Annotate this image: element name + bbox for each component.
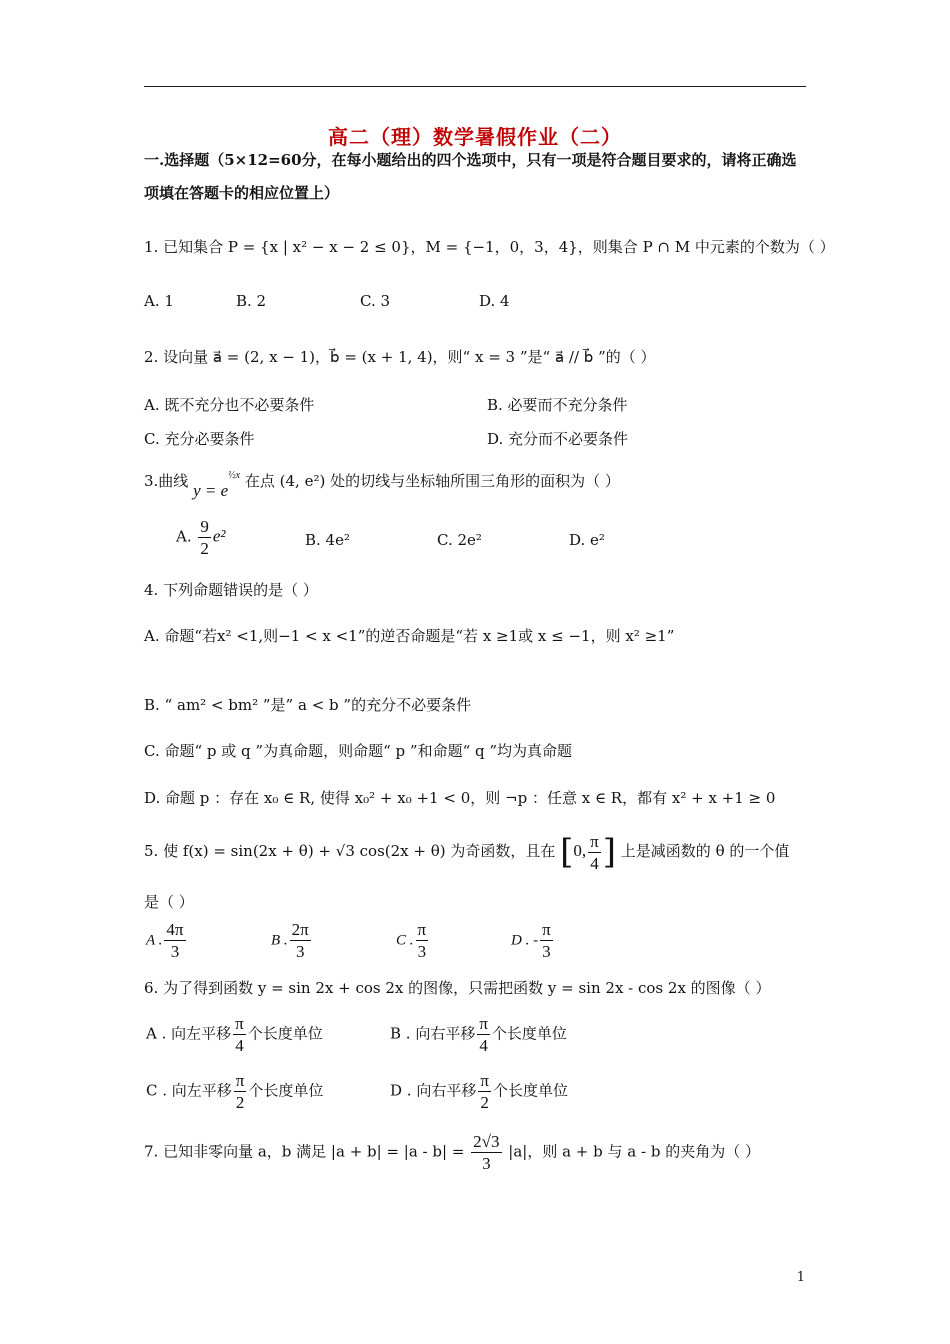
left-bracket: [ bbox=[560, 832, 574, 872]
page-number: 1 bbox=[796, 1270, 805, 1285]
q4-option-b: B. “ am² < bm² ”是” a < b ”的充分不必要条件 bbox=[144, 696, 472, 714]
fraction-denominator: 4 bbox=[590, 853, 599, 873]
option-label: B . bbox=[271, 932, 288, 949]
q6-option-a bbox=[146, 1015, 323, 1054]
q5-option-a bbox=[146, 921, 188, 960]
right-bracket: ] bbox=[602, 832, 617, 872]
option-fraction bbox=[540, 921, 553, 960]
q3-prefix: 3.曲线 bbox=[144, 472, 194, 490]
q5-option-d bbox=[511, 921, 555, 960]
question-2-stem: 2. 设向量 a⃗ = (2, x − 1)，b⃗ = (x + 1, 4)，则“ x = 3 ”是“ a⃗ // b⃗ ”的（ ） bbox=[144, 348, 656, 366]
option-tail: 个长度单位 bbox=[248, 1081, 324, 1100]
fraction-denominator: 3 bbox=[170, 942, 180, 961]
option-label: D . 向右平移 bbox=[390, 1081, 477, 1100]
q3-option-a bbox=[176, 518, 226, 557]
option-label: C . bbox=[396, 932, 414, 949]
option-fraction bbox=[233, 1015, 246, 1054]
fraction-denominator: 2 bbox=[480, 1093, 489, 1112]
header-rule bbox=[144, 86, 806, 87]
fraction-numerator: π bbox=[235, 1071, 245, 1090]
option-fraction bbox=[416, 921, 429, 960]
q3-option-c: C. 2e² bbox=[437, 531, 482, 549]
q2-option-d: D. 充分而不必要条件 bbox=[487, 430, 629, 448]
q3-option-a-tail: e² bbox=[212, 526, 226, 546]
fraction-numerator: 9 bbox=[200, 517, 209, 536]
q1-option-d: D. 4 bbox=[479, 292, 510, 310]
fraction-numerator: π bbox=[417, 920, 427, 939]
option-fraction bbox=[234, 1072, 247, 1111]
fraction-numerator: 2π bbox=[291, 920, 309, 939]
q3-suffix: 在点 (4, e²) 处的切线与坐标轴所围三角形的面积为（ ） bbox=[240, 472, 620, 490]
fraction-numerator: π bbox=[479, 1014, 488, 1033]
option-label: B . 向右平移 bbox=[390, 1024, 476, 1043]
question-6-stem: 6. 为了得到函数 y = sin 2x + cos 2x 的图像，只需把函数 y = sin 2x - cos 2x 的图像（ ） bbox=[144, 979, 771, 997]
q1-option-b: B. 2 bbox=[236, 292, 267, 310]
q1-option-c: C. 3 bbox=[360, 292, 391, 310]
fraction-numerator: π bbox=[590, 831, 599, 851]
q2-option-b: B. 必要而不充分条件 bbox=[487, 396, 628, 414]
option-tail: 个长度单位 bbox=[491, 1024, 567, 1043]
section-heading: 一.选择题（5×12=60分，在每小题给出的四个选项中，只有一项是符合题目要求的，请将正确选项填在答题卡的相应位置上） bbox=[144, 151, 797, 202]
fraction-denominator: 4 bbox=[479, 1036, 488, 1055]
fraction-numerator: 4π bbox=[166, 920, 184, 939]
fraction-denominator: 3 bbox=[295, 942, 305, 961]
option-fraction bbox=[477, 1015, 490, 1054]
q5-interval-fraction bbox=[588, 833, 601, 872]
fraction-denominator: 2 bbox=[235, 1093, 245, 1112]
q5-interval-left: 0, bbox=[573, 841, 587, 860]
fraction-numerator: π bbox=[235, 1014, 244, 1033]
option-fraction bbox=[290, 921, 311, 960]
question-1-stem: 1. 已知集合 P = {x | x² − x − 2 ≤ 0}，M = {−1，0，3，4}，则集合 P ∩ M 中元素的个数为（ ） bbox=[144, 238, 835, 256]
q3-option-d: D. e² bbox=[569, 531, 605, 549]
option-label: D . - bbox=[511, 932, 539, 949]
option-label: A . 向左平移 bbox=[146, 1024, 232, 1043]
question-4-stem: 4. 下列命题错误的是（ ） bbox=[144, 581, 318, 599]
q3-function: y = e bbox=[193, 481, 229, 500]
question-3-stem bbox=[144, 470, 620, 500]
q5-stem-b: 上是减函数的 θ 的一个值 bbox=[616, 842, 790, 860]
fraction-numerator: π bbox=[542, 920, 551, 939]
q5-option-b bbox=[271, 921, 313, 960]
q5-stem-a: 5. 使 f(x) = sin(2x + θ) + √3 cos(2x + θ) 为奇函数，且在 bbox=[144, 842, 561, 860]
question-5-stem bbox=[144, 832, 789, 872]
q5-option-c bbox=[396, 921, 430, 960]
q4-option-d: D. 命题 p ：存在 x₀ ∈ R, 使得 x₀² + x₀ +1 < 0，则 ¬p ：任意 x ∈ R，都有 x² + x +1 ≥ 0 bbox=[144, 789, 776, 807]
option-tail: 个长度单位 bbox=[247, 1024, 323, 1043]
fraction-numerator: π bbox=[480, 1071, 489, 1090]
q6-option-d bbox=[390, 1072, 568, 1111]
page-title: 高二（理）数学暑假作业（二） bbox=[328, 125, 622, 149]
fraction-denominator: 2 bbox=[200, 539, 209, 558]
fraction-denominator: 3 bbox=[482, 1154, 491, 1173]
fraction-denominator: 4 bbox=[235, 1036, 244, 1055]
q7-fraction bbox=[471, 1133, 501, 1172]
question-7-stem bbox=[144, 1133, 760, 1172]
q2-option-a: A. 既不充分也不必要条件 bbox=[144, 396, 315, 414]
q3-option-b: B. 4e² bbox=[305, 531, 350, 549]
option-label: A . bbox=[146, 932, 163, 949]
q4-option-c: C. 命题“ p 或 q ”为真命题，则命题“ p ”和命题“ q ”均为真命题 bbox=[144, 742, 573, 760]
q2-option-c: C. 充分必要条件 bbox=[144, 430, 255, 448]
option-fraction bbox=[478, 1072, 491, 1111]
q3-option-a-fraction bbox=[198, 518, 211, 557]
option-tail: 个长度单位 bbox=[492, 1081, 568, 1100]
q3-exponent: ½x bbox=[228, 470, 241, 481]
fraction-denominator: 3 bbox=[542, 942, 551, 961]
q7-stem-b: |a|，则 a + b 与 a - b 的夹角为（ ） bbox=[503, 1142, 760, 1161]
fraction-numerator: 2√3 bbox=[473, 1132, 500, 1151]
fraction-denominator: 3 bbox=[417, 942, 427, 961]
q7-stem-a: 7. 已知非零向量 a，b 满足 |a + b| = |a - b| = bbox=[144, 1142, 470, 1161]
q4-option-a: A. 命题“若x² <1,则−1 < x <1”的逆否命题是“若 x ≥1或 x ≤ −1，则 x² ≥1” bbox=[144, 627, 675, 645]
q6-option-c bbox=[146, 1072, 323, 1111]
q6-option-b bbox=[390, 1015, 567, 1054]
q5-stem-line2: 是（ ） bbox=[144, 893, 194, 911]
q1-option-a: A. 1 bbox=[144, 292, 174, 310]
option-fraction bbox=[164, 921, 185, 960]
q3-option-a-label: A. bbox=[176, 527, 192, 546]
option-label: C . 向左平移 bbox=[146, 1081, 232, 1100]
